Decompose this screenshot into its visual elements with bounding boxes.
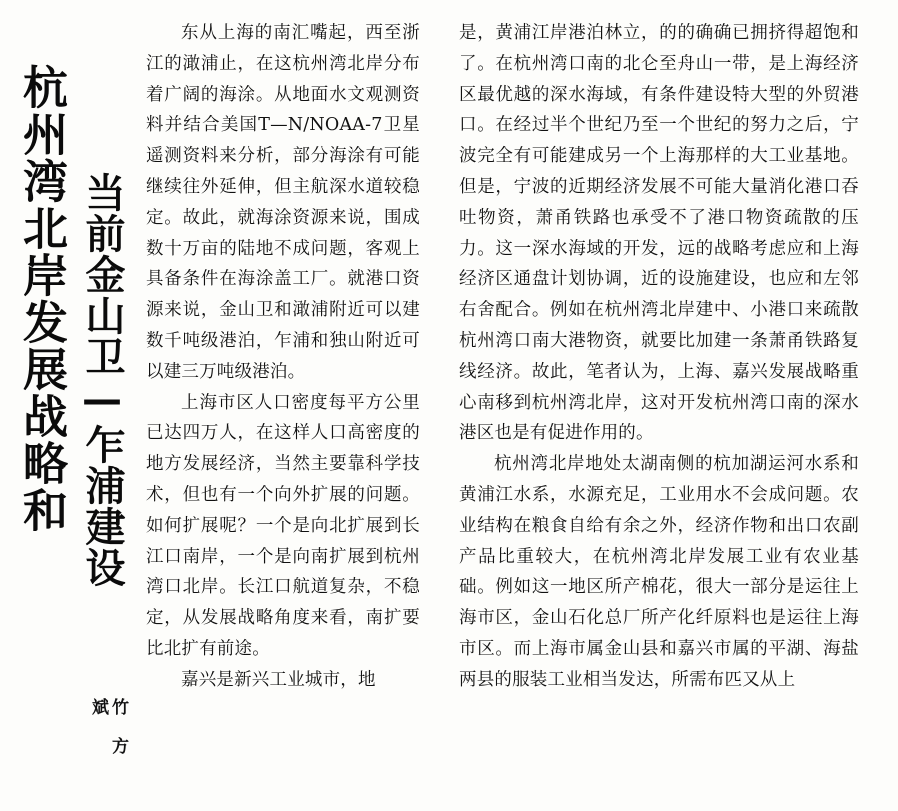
paragraph: 杭州湾北岸地处太湖南侧的杭加湖运河水系和黄浦江水系，水源充足，工业用水不会成问题。农业结构在粮食自给有余之外，经济作物和出口农副产品比重较大，在杭州湾北岸发展工业有农业基础。例如这一地区所产棉花，很大一部分是运往上海市区，金山石化总厂所产化纤原料也是运往上海市区。而上海市属金山县和嘉兴市属的平湖、海盐两县的服装工业相当发达，所需布匹又从上 <box>459 454 859 690</box>
text-column-1 <box>146 18 420 696</box>
paragraph: 东从上海的南汇嘴起，西至浙江的澉浦止，在这杭州湾北岸分布着广阔的海涂。从地面水文观测资料并结合美国T—N/NOAA-7卫星遥测资料来分析，部分海涂有可能继续往外延伸，但主航深水道较稳定。故此，就海涂资源来说，围成数十万亩的陆地不成问题，客观上具备条件在海涂盖工厂。就港口资源来说，金山卫和澉浦附近可以建数千吨级港泊，乍浦和独山附近可以建三万吨级港泊。 <box>146 23 420 382</box>
text-column-2 <box>459 18 859 696</box>
article-subtitle: 当前金山卫—乍浦建设 <box>79 172 125 588</box>
paragraph: 上海市区人口密度每平方公里已达四万人，在这样人口高密度的地方发展经济，当然主要靠科学技术，但也有一个向外扩展的问题。如何扩展呢？一个是向北扩展到长江口南岸，一个是向南扩展到杭州湾口北岸。长江口航道复杂，不稳定，从发展战略角度来看，南扩要比北扩有前途。 <box>146 392 420 659</box>
author-name: 竹方斌 <box>88 698 128 776</box>
paragraph: 是，黄浦江岸港泊林立，的的确确已拥挤得超饱和了。在杭州湾口南的北仑至舟山一带，是上海经济区最优越的深水海域，有条件建设特大型的外贸港口。在经过半个世纪乃至一个世纪的努力之后，宁波完全有可能建成另一个上海那样的大工业基地。但是，宁波的近期经济发展不可能大量消化港口吞吐物资，萧甬铁路也承受不了港口物资疏散的压力。这一深水海域的开发，远的战略考虑应和上海经济区通盘计划协调，近的设施建设，也应和左邻右舍配合。例如在杭州湾北岸建中、小港口来疏散杭州湾口南大港物资，就要比加建一条萧甬铁路复线经济。故此，笔者认为，上海、嘉兴发展战略重心南移到杭州湾北岸，这对开发杭州湾口南的深水港区也是有促进作用的。 <box>459 23 859 444</box>
paragraph: 嘉兴是新兴工业城市，地 <box>181 669 376 690</box>
article-title: 杭州湾北岸发展战略和 <box>15 64 68 534</box>
